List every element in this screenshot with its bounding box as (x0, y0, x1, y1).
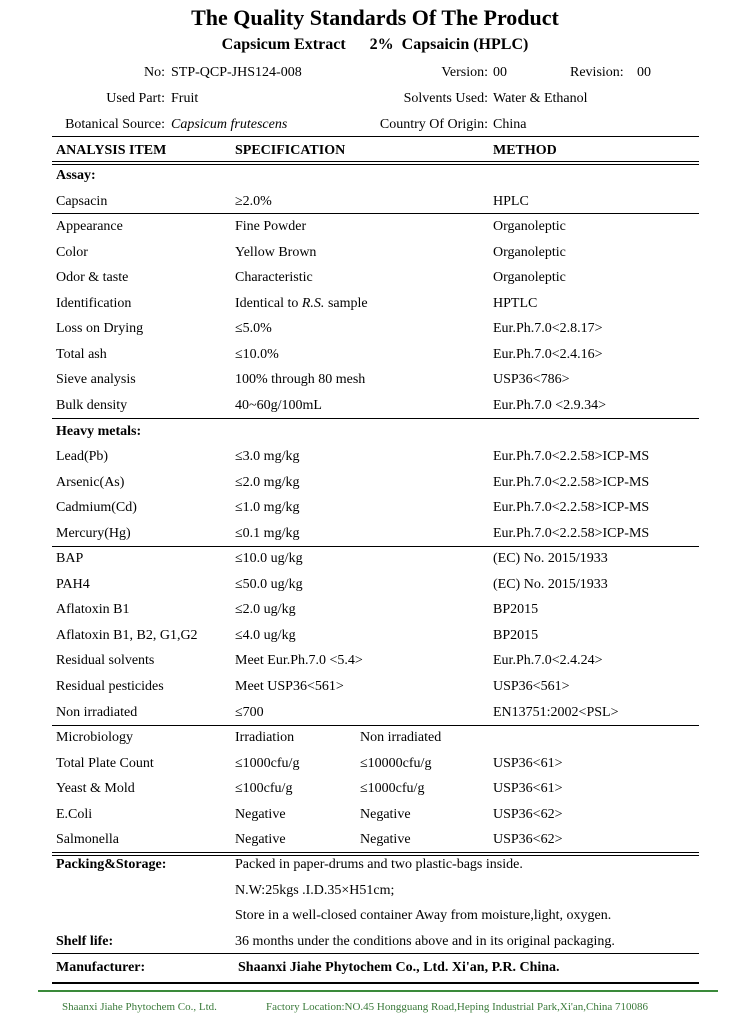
method-cell: USP36<61> (493, 755, 563, 771)
specification-cell: ≤50.0 ug/kg (235, 576, 303, 592)
table-row (0, 394, 750, 420)
shelf-life-value: 36 months under the conditions above and in its original packaging. (235, 934, 615, 949)
analysis-item-cell: Capsacin (56, 193, 108, 209)
method-cell: EN13751:2002<PSL> (493, 704, 619, 720)
specification-cell: Irradiation (235, 730, 295, 746)
analysis-item-cell: PAH4 (56, 576, 90, 592)
product-subtitle: Capsicum Extract 2% Capsaicin (HPLC) (221, 36, 529, 53)
specification-cell: 40~60g/100mL (235, 397, 322, 413)
analysis-item-cell: Residual pesticides (56, 679, 164, 694)
specification-cell: ≤3.0 mg/kg (235, 449, 300, 465)
analysis-item-cell: Arsenic(As) (56, 474, 125, 490)
table-row (0, 241, 750, 267)
version-label: Version: (441, 65, 488, 80)
specification-cell: Meet Eur.Ph.7.0 <5.4> (235, 653, 363, 669)
analysis-item-cell: Cadmium(Cd) (56, 500, 137, 516)
used-part-row (0, 91, 750, 113)
method-cell: USP36<62> (493, 832, 563, 848)
shelf-life-label: Shelf life: (56, 934, 114, 949)
specification-cell: Yellow Brown (235, 244, 317, 260)
table-row (0, 215, 750, 241)
rule-after-contaminants (52, 725, 699, 726)
table-row (0, 190, 750, 216)
method-cell: (EC) No. 2015/1933 (493, 551, 608, 567)
origin-value: China (493, 117, 527, 132)
packing-label: Packing&Storage: (56, 857, 167, 872)
method-cell: Eur.Ph.7.0<2.2.58>ICP-MS (493, 525, 650, 541)
manufacturer-row (0, 956, 750, 982)
table-row (0, 420, 750, 446)
rule-after-metals (52, 546, 699, 547)
table-row (0, 624, 750, 650)
specification-cell: ≤700 (235, 704, 264, 720)
rule-before-manufacturer (52, 953, 699, 954)
table-row (0, 828, 750, 854)
table-row (0, 777, 750, 803)
analysis-item-cell: Non irradiated (56, 704, 138, 720)
specification-cell: ≤0.1 mg/kg (235, 525, 300, 541)
shelf-life-row (0, 930, 750, 956)
specification-cell: ≤5.0% (235, 321, 272, 337)
method-cell: Eur.Ph.7.0<2.2.58>ICP-MS (493, 474, 650, 490)
analysis-item-cell: BAP (56, 551, 84, 567)
method-cell: Organoleptic (493, 244, 566, 260)
doc-number-row (0, 65, 750, 87)
specification-alt-cell: Non irradiated (360, 730, 442, 746)
analysis-item-cell: Residual solvents (56, 653, 155, 669)
document-title: The Quality Standards Of The Product (191, 5, 559, 30)
method-cell: Eur.Ph.7.0<2.2.58>ICP-MS (493, 449, 650, 465)
origin-label: Country Of Origin: (379, 117, 488, 132)
specification-cell: ≤1.0 mg/kg (235, 500, 300, 516)
specification-cell: ≤2.0 mg/kg (235, 474, 300, 490)
packing-row-2 (0, 879, 750, 905)
analysis-item-cell: Bulk density (56, 397, 128, 413)
method-cell: HPLC (493, 193, 529, 209)
specification-cell: 100% through 80 mesh (235, 372, 366, 388)
analysis-item-cell: Microbiology (56, 730, 133, 746)
analysis-item-cell: Loss on Drying (56, 321, 144, 337)
method-cell: Eur.Ph.7.0<2.8.17> (493, 321, 603, 337)
method-cell: HPTLC (493, 295, 538, 311)
specification-cell: Identical to R.S. sample (235, 295, 368, 311)
packing-line-2: N.W:25kgs .I.D.35×H51cm; (235, 883, 395, 898)
packing-row (0, 853, 750, 879)
analysis-item-cell: Color (56, 244, 88, 260)
table-row (0, 649, 750, 675)
solvents-value: Water & Ethanol (493, 91, 588, 106)
method-cell: BP2015 (493, 627, 539, 643)
method-cell: (EC) No. 2015/1933 (493, 576, 608, 592)
table-row (0, 343, 750, 369)
table-row (0, 164, 750, 190)
analysis-item-cell: Heavy metals: (56, 423, 142, 439)
revision-label: Revision: (570, 65, 624, 80)
analysis-item-cell: Lead(Pb) (56, 449, 109, 465)
specification-cell: ≤10.0 ug/kg (235, 551, 303, 567)
rule-after-manufacturer (52, 982, 699, 984)
rule-after-assay (52, 213, 699, 214)
method-cell: Eur.Ph.7.0<2.2.58>ICP-MS (493, 500, 650, 516)
analysis-item-cell: Identification (56, 295, 132, 311)
table-row (0, 471, 750, 497)
method-cell: USP36<62> (493, 806, 563, 822)
specification-cell: Fine Powder (235, 219, 307, 235)
analysis-item-cell: Total ash (56, 346, 107, 362)
analysis-item-cell: Sieve analysis (56, 372, 136, 388)
specification-cell: ≤4.0 ug/kg (235, 627, 296, 643)
method-cell: BP2015 (493, 602, 539, 618)
specification-cell: Negative (235, 806, 286, 822)
packing-line-3: Store in a well-closed container Away from moisture,light, oxygen. (235, 908, 612, 923)
analysis-item-cell: Salmonella (56, 832, 119, 848)
table-row (0, 803, 750, 829)
table-row (0, 266, 750, 292)
table-row (0, 573, 750, 599)
table-row (0, 752, 750, 778)
footer-company: Shaanxi Jiahe Phytochem Co., Ltd. (62, 1001, 217, 1013)
header-rule-1 (52, 161, 699, 162)
method-cell: USP36<786> (493, 372, 570, 388)
analysis-item-cell: Assay: (56, 168, 96, 183)
manufacturer-value: Shaanxi Jiahe Phytochem Co., Ltd. Xi'an, P.R. China. (238, 960, 560, 975)
solvents-label: Solvents Used: (403, 91, 488, 106)
method-cell: USP36<61> (493, 781, 563, 797)
table-row (0, 547, 750, 573)
table-row (0, 726, 750, 752)
table-row (0, 522, 750, 548)
botanical-label: Botanical Source: (65, 117, 165, 132)
specification-alt-cell: Negative (360, 832, 411, 848)
botanical-value: Capsicum frutescens (171, 117, 288, 132)
manufacturer-label: Manufacturer: (56, 960, 146, 975)
used-part-label: Used Part: (106, 91, 165, 106)
header-top-rule (52, 136, 699, 137)
table-row (0, 317, 750, 343)
method-cell: Organoleptic (493, 270, 566, 286)
col-specification: SPECIFICATION (235, 143, 346, 158)
specification-cell: Characteristic (235, 270, 313, 286)
revision-value: 00 (637, 65, 651, 80)
analysis-item-cell: Appearance (56, 219, 123, 235)
analysis-item-cell: Mercury(Hg) (56, 525, 131, 541)
method-cell: Organoleptic (493, 219, 566, 235)
specification-alt-cell: ≤10000cfu/g (360, 755, 432, 771)
table-row (0, 675, 750, 701)
method-cell: Eur.Ph.7.0 <2.9.34> (493, 397, 607, 413)
specification-cell: Negative (235, 832, 286, 848)
col-analysis-item: ANALYSIS ITEM (56, 143, 167, 158)
table-row (0, 445, 750, 471)
specification-cell: ≥2.0% (235, 193, 272, 209)
method-cell: Eur.Ph.7.0<2.4.24> (493, 653, 603, 669)
analysis-item-cell: E.Coli (56, 806, 93, 822)
table-row (0, 496, 750, 522)
rule-after-bulk (52, 418, 699, 419)
specification-cell: Meet USP36<561> (235, 679, 344, 694)
analysis-item-cell: Yeast & Mold (56, 781, 135, 797)
table-row (0, 368, 750, 394)
packing-row-3 (0, 904, 750, 930)
col-method: METHOD (493, 143, 557, 158)
specification-cell: ≤100cfu/g (235, 781, 293, 797)
analysis-item-cell: Aflatoxin B1, B2, G1,G2 (56, 627, 198, 643)
footer-rule (38, 990, 718, 992)
method-cell: USP36<561> (493, 679, 570, 694)
analysis-item-cell: Total Plate Count (56, 755, 154, 771)
specification-cell: ≤2.0 ug/kg (235, 602, 296, 618)
analysis-item-cell: Aflatoxin B1 (56, 602, 130, 618)
packing-line-1: Packed in paper-drums and two plastic-bags inside. (235, 857, 523, 872)
specification-cell: ≤10.0% (235, 346, 279, 362)
table-row (0, 598, 750, 624)
footer-location: Factory Location:NO.45 Hongguang Road,Heping Industrial Park,Xi'an,China 710086 (266, 1001, 649, 1013)
specification-alt-cell: ≤1000cfu/g (360, 781, 425, 797)
table-row (0, 701, 750, 727)
no-label: No: (144, 65, 165, 80)
version-value: 00 (493, 65, 507, 80)
method-cell: Eur.Ph.7.0<2.4.16> (493, 346, 603, 362)
specification-cell: ≤1000cfu/g (235, 755, 300, 771)
specification-alt-cell: Negative (360, 806, 411, 822)
table-row (0, 292, 750, 318)
used-part-value: Fruit (171, 91, 199, 106)
analysis-item-cell: Odor & taste (56, 270, 129, 286)
no-value: STP-QCP-JHS124-008 (171, 65, 302, 80)
